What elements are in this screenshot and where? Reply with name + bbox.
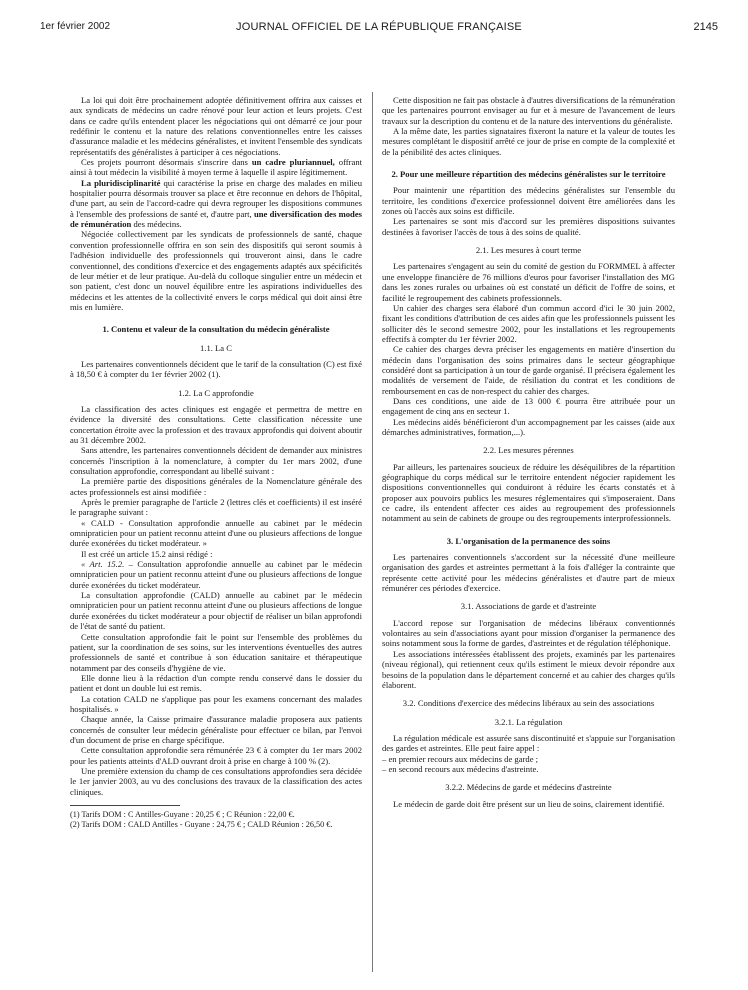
paragraph: Ce cahier des charges devra préciser les engagements en matière d'insertion du médecin dans l'organisation des soins primaires dans le secteur géographique considéré dont sa participation à un tour de garde organisé. Il précisera également les modalités de versement de l'aide, de résiliation du contrat et les conditions de remboursement en cas de non-respect du cahier des charges. (382, 344, 675, 396)
paragraph: Les partenaires conventionnels décident que le tarif de la consultation (C) est fixé à 18,50 € à compter du 1er février 2002 (1). (70, 358, 362, 380)
subsection-heading-2-2: 2.2. Les mesures pérennes (483, 445, 574, 456)
paragraph: La pluridisciplinarité qui caractérise la prise en charge des malades en milieu hospitalier pourra désormais trouver sa place et être reconnue en dehors de l'hôpital, d'une part, au sein de l'accord-cadre qui devra regrouper les dispositions communes à l'ensemble des professions de santé et, d'autre part, une diversification des modes de rémunération des médecins. (70, 177, 362, 230)
paragraph: La première partie des dispositions générales de la Nomenclature générale des actes professionnels est ainsi modifiée : (70, 476, 362, 497)
header-journal-title: JOURNAL OFFICIEL DE LA RÉPUBLIQUE FRANÇAISE (236, 21, 522, 33)
subsection-heading-1-1: 1.1. La C (200, 342, 232, 353)
subsection-heading-3-2-1: 3.2.1. La régulation (494, 716, 563, 727)
left-column (70, 95, 362, 830)
paragraph: Les partenaires s'engagent au sein du comité de gestion du FORMMEL à affecter une enveloppe financière de 76 millions d'euros pour favoriser l'installation des MG dans les zones rurales ou urbaines où est constaté un déficit de l'offre de soins, et facilité le regroupement des cabinets professionnels. (382, 261, 675, 303)
paragraph: Une première extension du champ de ces consultations approfondies sera décidée le 1er janvier 2003, au vu des conclusions des travaux de la classification des actes cliniques. (70, 765, 362, 797)
paragraph: La classification des actes cliniques est engagée et permettra de mettre en évidence la diversité des consultations. Cette classification nécessite une concertation étroite avec la profession et des travaux approfondis qui doivent aboutir au 31 décembre 2002. (70, 403, 362, 445)
right-column (382, 95, 675, 809)
section-heading-1: 1. Contenu et valeur de la consultation du médecin généraliste (102, 324, 330, 335)
paragraph: Un cahier des charges sera élaboré d'un commun accord d'ici le 30 juin 2002, fixant les conditions d'attribution de ces aides afin que les professionnels puissent les solliciter dès le second semestre 2002, pour les installations et les regroupements effectifs à compter du 1er février 2002. (382, 302, 675, 344)
paragraph: Pour maintenir une répartition des médecins généralistes sur l'ensemble du territoire, les conditions d'exercice professionnel doivent être améliorées dans les zones où l'accès aux soins est difficile. (382, 185, 675, 217)
paragraph: Par ailleurs, les partenaires soucieux de réduire les déséquilibres de la répartition géographique du corps médical sur le territoire entendent négocier rapidement les dispositions conventionnelles qui conduiront à réduire les écarts constatés et à proposer aux pouvoirs publics les mesures réglementaires qui s'imposeraient. Dans ce cadre, ils entendent affecter ces aides au regroupement des professionnels notamment au sein de cabinets de groupe ou des regroupements interprofessionnels. (382, 461, 675, 524)
dash-item: – en second recours aux médecins d'astreinte. (382, 763, 539, 774)
paragraph: « Art. 15.2. – Consultation approfondie annuelle au cabinet par le médecin omnipraticien pour un patient reconnu atteint d'une ou plusieurs affections de longue durée exonérées du ticket modérateur. (70, 559, 362, 590)
paragraph: Dans ces conditions, une aide de 13 000 € pourra être attribuée pour un engagement de cinq ans en secteur 1. (382, 395, 675, 417)
paragraph: Elle donne lieu à la rédaction d'un compte rendu conservé dans le dossier du patient et dont un double lui est remis. (70, 672, 362, 694)
paragraph: La cotation CALD ne s'applique pas pour les examens concernant des malades hospitalisés. » (70, 693, 362, 714)
paragraph: Cette consultation approfondie fait le point sur l'ensemble des problèmes du patient, sur la coordination de ses soins, sur les interventions éventuelles des autres professionnels de santé et contribue à son éducation sanitaire et thérapeutique notamment par des conseils d'hygiène de vie. (70, 631, 362, 673)
subsection-heading-3-2-2: 3.2.2. Médecins de garde et médecins d'astreinte (445, 782, 612, 793)
footnote-rule (70, 805, 180, 806)
dash-item: – en premier recours aux médecins de garde ; (382, 753, 539, 764)
paragraph: Le médecin de garde doit être présent sur un lieu de soins, clairement identifié. (393, 798, 665, 809)
subsection-heading-3-2: 3.2. Conditions d'exercice des médecins libéraux au sein des associations (402, 698, 655, 709)
paragraph: Chaque année, la Caisse primaire d'assurance maladie proposera aux patients concernés de consulter leur médecin généraliste pour effectuer ce bilan, par l'envoi d'un document de prise en charge spécifique. (70, 714, 362, 745)
footnote-2: (2) Tarifs DOM : CALD Antilles - Guyane : 24,75 € ; CALD Réunion : 26,50 €. (70, 820, 333, 829)
paragraph: Après le premier paragraphe de l'article 2 (lettres clés et coefficients) il est inséré le paragraphe suivant : (70, 497, 362, 518)
paragraph: La loi qui doit être prochainement adoptée définitivement offrira aux caisses et aux syndicats de médecins un cadre rénové pour leur action et leurs projets. C'est dans ce cadre qu'ils entendent placer les négociations qui ont démarré ce jour pour redéfinir le contenu et la nature des relations conventionnelles entre les caisses d'assurance maladie et les médecins généralistes, et invitent l'ensemble des syndicats représentatifs des généralistes à participer à ces négociations. (70, 95, 362, 157)
paragraph: Sans attendre, les partenaires conventionnels décident de demander aux ministres concernés l'inscription à la nomenclature, à compter du 1er mars 2002, d'une consultation approfondie, correspondant au libellé suivant : (70, 445, 362, 476)
column-divider (372, 92, 373, 972)
paragraph: L'accord repose sur l'organisation de médecins libéraux conventionnés volontaires au sein d'associations ayant pour mission d'organiser la permanence des soins notamment sous la forme de gardes, d'astreintes et de régulation téléphonique. (382, 617, 675, 649)
paragraph: Cette disposition ne fait pas obstacle à d'autres diversifications de la rémunération que les partenaires pourront envisager au fur et à mesure de l'avancement de leurs travaux sur la description du contenu et de la nature des interventions du généraliste. (382, 95, 675, 126)
paragraph: Les partenaires conventionnels s'accordent sur la nécessité d'une meilleure organisation des gardes et astreintes permettant à la fois d'alléger la contrainte que représente cette activité pour les médecins généralistes et d'autre part de mieux rémunérer ces périodes d'exercice. (382, 552, 675, 594)
section-heading-2: 2. Pour une meilleure répartition des médecins généralistes sur le territoire (391, 169, 666, 180)
paragraph: Ces projets pourront désormais s'inscrire dans un cadre pluriannuel, offrant ainsi à tout médecin la visibilité à moyen terme à laquelle il aspire légitimement. (70, 157, 363, 178)
header-page-number: 2145 (693, 21, 718, 33)
paragraph: Il est créé un article 15.2 ainsi rédigé : (81, 548, 213, 559)
paragraph: La régulation médicale est assurée sans discontinuité et s'appuie sur l'organisation des gardes et astreintes. Elle peut faire appel : (382, 732, 675, 754)
header-date: 1er février 2002 (40, 21, 111, 32)
paragraph: La consultation approfondie (CALD) annuelle au cabinet par le médecin omnipraticien pour un patient reconnu atteint d'une ou plusieurs affections de longue durée exonérées du ticket modérateur a pour objectif de réaliser un bilan approfondi de l'état de santé du patient. (70, 590, 362, 632)
paragraph: A la même date, les parties signataires fixeront la nature et la valeur de toutes les mesures complétant le dispositif arrêté ce jour de prise en compte de la complexité et de la pénibilité des actes cliniques. (382, 126, 675, 157)
footnote-1: (1) Tarifs DOM : C Antilles-Guyane : 20,25 € ; C Réunion : 22,00 €. (70, 810, 295, 819)
subsection-heading-1-2: 1.2. La C approfondie (178, 387, 254, 398)
paragraph: Cette consultation approfondie sera rémunérée 23 € à compter du 1er mars 2002 pour les patients atteints d'ALD ouvrant droit à prise en charge à 100 % (2). (70, 745, 362, 766)
subsection-heading-3-1: 3.1. Associations de garde et d'astreinte (460, 601, 597, 612)
subsection-heading-2-1: 2.1. Les mesures à court terme (475, 245, 582, 256)
paragraph: Les partenaires se sont mis d'accord sur les premières dispositions suivantes destinées à favoriser l'accès de tous à des soins de qualité. (382, 216, 675, 237)
paragraph: Les médecins aidés bénéficieront d'un accompagnement par les caisses (aide aux démarches administratives, formation,...). (382, 416, 675, 437)
section-heading-3: 3. L'organisation de la permanence des soins (446, 535, 611, 546)
paragraph: Les associations intéressées établissent des projets, examinés par les partenaires (niveau régional), qui retiennent ceux qu'ils estiment le mieux devoir répondre aux besoins de la population dans le département concerné et au cahier des charges qu'ils élaborent. (382, 648, 675, 690)
paragraph: Négociée collectivement par les syndicats de professionnels de santé, chaque convention professionnelle offrira en son sein des dispositifs qui seront soumis à l'adhésion individuelle des professionnels qui trouveront ainsi, dans le cadre conventionnel, des conditions d'exercice et des engagements adaptés aux spécificités de leur métier et de leur pratique. Au-delà du colloque singulier entre un médecin et son patient, c'est donc un nouvel équilibre entre les aspirations individuelles des médecins et les attentes de la collectivité envers le corps médical qui doit ainsi être mis en lumière. (70, 229, 362, 312)
page-header (40, 21, 718, 35)
paragraph: « CALD - Consultation approfondie annuelle au cabinet par le médecin omnipraticien pour un patient reconnu atteint d'une ou plusieurs affections de longue durée exonérées du ticket modérateur. » (70, 517, 362, 549)
